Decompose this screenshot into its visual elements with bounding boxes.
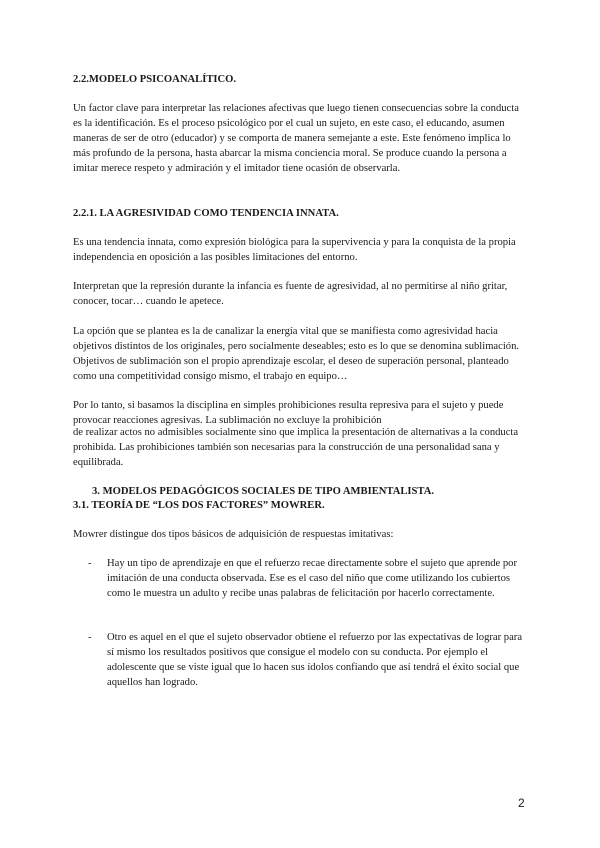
paragraph-sublimacion: La opción que se plantea es la de canalizar la energía vital que se manifiesta como agresividad hacia objetivos distintos de los originales, pero socialmente deseables; esto es lo que se denomina sublimación. Objetivos de sublimación son el propio aprendizaje escolar, el deseo de superación personal, planteado como una competitividad consigo mismo, el trabajo en equipo…	[73, 326, 520, 382]
bullet-marker: -	[88, 558, 92, 569]
section-2-2-paragraph: Un factor clave para interpretar las relaciones afectivas que luego tienen consecuencias sobre la conducta es la identificación. Es el proceso psicológico por el cual un sujeto, en este caso, el educando, asumen maneras de ser de otro (educador) y se comporta de manera semejante a este. Este fenómeno implica lo más profundo de la persona, hasta abarcar la misma conciencia moral. Se produce cuando la persona a imitar merece respeto y admiración y el imitador tiene ocasión de observarla.	[73, 103, 519, 174]
list-item	[88, 630, 528, 690]
paragraph-agresividad-innata: Es una tendencia innata, como expresión biológica para la supervivencia y para la conquista de la propia independencia en oposición a las posibles limitaciones del entorno.	[73, 237, 516, 263]
section-2-2-1-title: 2.2.1. LA AGRESIVIDAD COMO TENDENCIA INNATA.	[73, 208, 339, 219]
list-item	[88, 556, 528, 601]
section-3-1-title: 3.1. TEORÍA DE “LOS DOS FACTORES” MOWRER.	[73, 500, 325, 511]
bullet-marker: -	[88, 632, 92, 643]
bullet-text: Otro es aquel en el que el sujeto observador obtiene el refuerzo por las expectativas de lograr para sí mismo los resultados positivos que consigue el modelo con su conducta. Por ejemplo el adolescente que se viste igual que lo hacen sus ídolos confiando que así tendrá el éxito social que aquellos han logrado.	[107, 632, 523, 688]
paragraph-represion-infancia: Interpretan que la represión durante la infancia es fuente de agresividad, al no permitirse al niño gritar, conocer, tocar… cuando le apetece.	[73, 281, 508, 307]
bullet-text: Hay un tipo de aprendizaje en que el refuerzo recae directamente sobre el sujeto que aprende por imitación de una conducta observada. Ese es el caso del niño que come utilizando los cubiertos como le muestra un adulto y recibe unas palabras de felicitación por hacerlo correctamente.	[107, 558, 518, 599]
section-2-2-title: 2.2.MODELO PSICOANALÍTICO.	[73, 74, 237, 85]
section-3-title: 3. MODELOS PEDAGÓGICOS SOCIALES DE TIPO AMBIENTALISTA.	[92, 486, 435, 497]
page-number: 2	[518, 796, 525, 810]
paragraph-disciplina: Por lo tanto, si basamos la disciplina en simples prohibiciones resulta represiva para el sujeto y puede provocar reacciones agresivas. La sublimación no excluye la prohibición	[73, 400, 504, 426]
paragraph-prohibiciones: de realizar actos no admisibles socialmente sino que implica la presentación de alternativas a la conducta prohibida. Las prohibiciones también son necesarias para la construcción de una personalidad sana y equilibrada.	[73, 427, 519, 468]
section-3-intro: Mowrer distingue dos tipos básicos de adquisición de respuestas imitativas:	[73, 529, 394, 540]
